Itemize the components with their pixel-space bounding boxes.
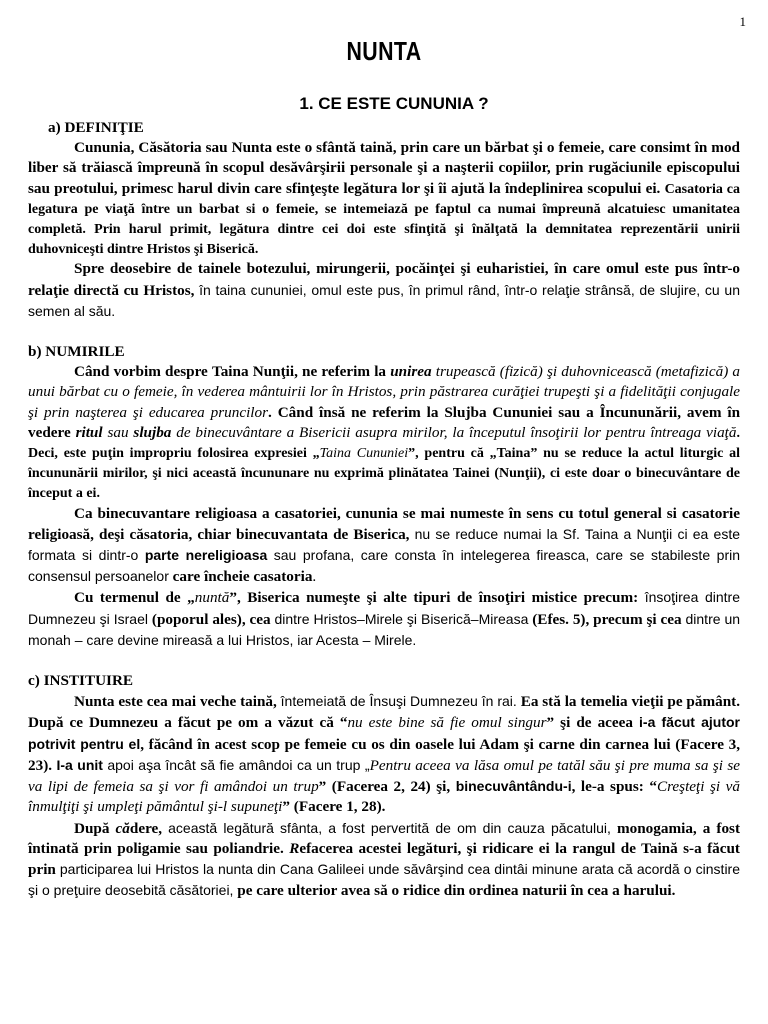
- paragraph-binecuvantare: Ca binecuvantare religioasa a casatoriei, cununia se mai numeste în sens cu totul general si casatorie religioasă, deşi căsatoria, chiar binecuvantata de Biserica, nu se reduce numai la Sf. Taina a Nunţii ci ea este formata si dintr-o parte nereligioasa sau profana, care consta în intelegerea fireasca, care se stabileste prin consensul persoanelor care încheie casatoria.: [28, 504, 741, 586]
- document-body: [28, 118, 740, 901]
- page-number: 1: [739, 14, 746, 29]
- heading-numirile: b) NUMIRILE: [28, 343, 125, 361]
- spacer: [28, 651, 740, 671]
- paragraph-deosebire: Spre deosebire de tainele botezului, mirungerii, pocăinţei şi euharistiei, în care omul este pus într-o relaţie directă cu Hristos, în taina cununiei, omul este pus, în primul rând, într-o relaţie strânsă, de slujire, cu un semen al său.: [28, 260, 740, 319]
- section-title: 1. CE ESTE CUNUNIA ?: [299, 94, 489, 113]
- paragraph-definitie: Cununia, Căsătoria sau Nunta este o sfântă taină, prin care un bărbat şi o femeie, care consimt în mod liber să trăiască împreună în scopul desăvârşirii personale şi a naşterii copiilor, prin rugăciunile episcopului sau preotului, primesc harul divin care sfinţeşte legătura lor şi îi ajută la îndeplinirea scopului ei. Casatoria ca legatura pe viaţă între un barbat si o femeie, se intemeiază pe faptul ca numai împreună alcatuiesc umanitatea completă. Prin harul primit, legătura dintre cei doi este sfinţită şi înălţată la demnitatea reprezentării unirii duhovniceşti dintre Hristos şi Biserică.: [28, 139, 741, 258]
- paragraph-dupa-cadere: După cădere, această legătură sfânta, a fost pervertită de om din cauza păcatului, monogamia, a fost întinată prin poligamie sau poliandrie. Refacerea acestei legături, şi ridicare ei la rangul de Taină s-a făcut prin participarea lui Hristos la nunta din Cana Galileei unde săvârşind cea dintâi minune arata că acordă o cinstire şi o preţuire deosebită căsătoriei, pe care ulterior avea să o ridice din ordinea naturii în cea a harului.: [28, 819, 741, 900]
- heading-instituire: c) INSTITUIRE: [28, 672, 134, 690]
- paragraph-termenul: Cu termenul de „nuntă”, Biserica numeşte şi alte tipuri de însoţiri mistice precum: însoţirea dintre Dumnezeu şi Israel (poporul ales), cea dintre Hristos–Mirele şi Biserică–Mireasa (Efes. 5), precum şi cea dintre un monah – care devine mireasă a lui Hristos, iar Acesta – Mirele.: [28, 589, 741, 648]
- spacer: [28, 322, 740, 342]
- paragraph-instituire: Nunta este cea mai veche taină, întemeiată de Însuşi Dumnezeu în rai. Ea stă la temelia vieţii pe pământ. După ce Dumnezeu a făcut pe om a văzut că “nu este bine să fie omul singur” şi de aceea i-a făcut ajutor potrivit pentru el, făcând în acest scop pe femeie cu os din oasele lui Adam şi carne din carnea lui (Facere 3, 23). I-a unit apoi aşa încât să fie amândoi ca un trup „Pentru aceea va lăsa omul pe tatăl său şi pre muma sa şi se va lipi de femeia sa şi vor fi amândoi un trup” (Facerea 2, 24) şi, binecuvântându-i, le-a spus: “Creşteţi şi vă înmulţiţi şi umpleţi pământul şi-l supuneţi” (Facere 1, 28).: [28, 693, 741, 816]
- paragraph-numirile: Când vorbim despre Taina Nunţii, ne referim la unirea trupească (fizică) şi duhovnicească (metafizică) a unui bărbat cu o femeie, în vederea mântuirii lor în Hristos, prin păstrarea curăţiei trupeşti şi a fidelităţii conjugale şi prin naşterea şi educarea pruncilor. Când însă ne referim la Slujba Cununiei sau a Încununării, avem în vedere ritul sau slujba de binecuvântare a Bisericii asupra mirilor, la începutul însoţirii lor pentru întreaga viaţă. Deci, este puţin impropriu folosirea expresiei „Taina Cununiei”, pentru că „Taina” nu se reduce la actul liturgic al încununării mirilor, şi nici această încununare nu exprimă plinătatea Tainei (Nunţii), ci este doar o binecuvântare de început a ei.: [28, 363, 741, 502]
- heading-definitie: a) DEFINIŢIE: [48, 119, 144, 136]
- page-title: NUNTA: [346, 36, 422, 66]
